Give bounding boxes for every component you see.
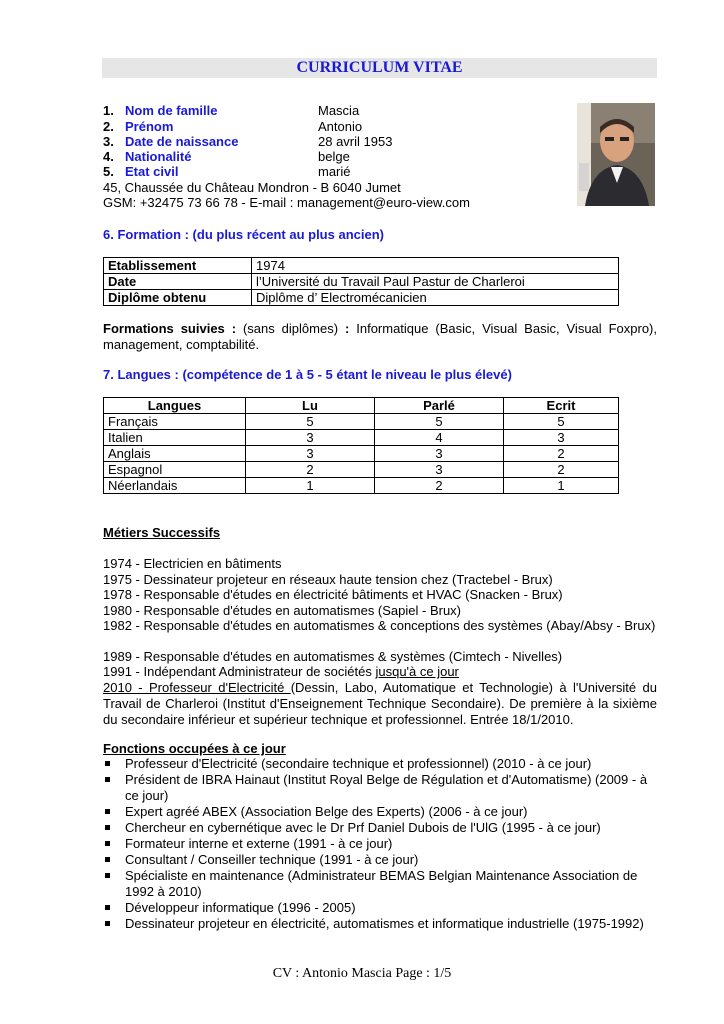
table-row xyxy=(104,258,619,274)
table-cell: Français xyxy=(104,414,246,430)
field-label: Etat civil xyxy=(125,164,179,179)
table-cell: 5 xyxy=(504,414,619,430)
table-cell: 3 xyxy=(375,462,504,478)
bullet-icon xyxy=(105,873,110,878)
table-cell: 2 xyxy=(246,462,375,478)
list-item xyxy=(103,820,657,836)
metier-item-text: 1991 - Indépendant Administrateur de sociétés xyxy=(103,664,376,679)
table-cell: Espagnol xyxy=(104,462,246,478)
table-cell: 3 xyxy=(246,430,375,446)
bullet-icon xyxy=(105,921,110,926)
bullet-icon xyxy=(105,841,110,846)
list-item xyxy=(103,900,657,916)
metier-item: 1989 - Responsable d'études en automatismes & systèmes (Cimtech - Nivelles) xyxy=(103,649,563,664)
field-label: Nationalité xyxy=(125,149,192,164)
metier-item xyxy=(103,680,657,728)
address: 45, Chaussée du Château Mondron - B 6040 Jumet xyxy=(103,180,401,195)
list-item-text: Dessinateur projeteur en électricité, automatismes et informatique industrielle (1975-1992) xyxy=(125,916,644,931)
table-row xyxy=(104,430,619,446)
list-item xyxy=(103,772,657,804)
table-cell-value: l’Université du Travail Paul Pastur de Charleroi xyxy=(252,274,619,290)
field-label: Prénom xyxy=(125,119,174,134)
column-header: Langues xyxy=(104,398,246,414)
table-header-row xyxy=(104,398,619,414)
column-header: Parlé xyxy=(375,398,504,414)
personal-row xyxy=(103,119,363,135)
field-label: Date de naissance xyxy=(125,134,239,149)
table-cell-label: Etablissement xyxy=(104,258,252,274)
list-item-text: Consultant / Conseiller technique (1991 - à ce jour) xyxy=(125,852,419,867)
list-item-text: Développeur informatique (1996 - 2005) xyxy=(125,900,356,915)
profile-photo xyxy=(577,103,655,206)
bullet-icon xyxy=(105,857,110,862)
table-cell: 1 xyxy=(246,478,375,494)
table-row xyxy=(104,414,619,430)
list-item-text: Président de IBRA Hainaut (Institut Royal Belge de Régulation et d'Automatisme) (2009 - à ce jour) xyxy=(125,772,648,803)
list-item xyxy=(103,852,657,868)
metier-item: 1982 - Responsable d'études en automatismes & conceptions des systèmes (Abay/Absy - Brux) xyxy=(103,618,656,633)
table-cell: 3 xyxy=(246,446,375,462)
table-cell: 2 xyxy=(375,478,504,494)
table-cell: 2 xyxy=(504,446,619,462)
personal-row xyxy=(103,164,351,180)
bullet-icon xyxy=(105,809,110,814)
metier-item: 1975 - Dessinateur projeteur en réseaux haute tension chez (Tractebel - Brux) xyxy=(103,572,553,587)
list-item-text: Chercheur en cybernétique avec le Dr Prf Daniel Dubois de l'UlG (1995 - à ce jour) xyxy=(125,820,601,835)
metier-item-underlined: jusqu'à ce jour xyxy=(375,664,459,679)
metier-item-text: (Dessin, Labo, Automatique et Technologie) à l'Université du Travail de Charleroi (Institut d'Enseignement Technique Secondaire). De première à la sixième du secondaire inférieur et supérieur technique et professionnel. Entrée 18/1/2010. xyxy=(103,680,657,727)
personal-row xyxy=(103,149,350,165)
row-number: 2. xyxy=(103,119,114,134)
field-value: belge xyxy=(318,149,350,164)
list-item-text: Expert agréé ABEX (Association Belge des Experts) (2006 - à ce jour) xyxy=(125,804,528,819)
table-cell: Italien xyxy=(104,430,246,446)
table-cell: Anglais xyxy=(104,446,246,462)
table-row xyxy=(104,462,619,478)
metier-item: 1974 - Electricien en bâtiments xyxy=(103,556,282,571)
formations-suivies xyxy=(103,321,657,353)
table-row xyxy=(104,446,619,462)
bullet-icon xyxy=(105,761,110,766)
table-cell: 5 xyxy=(246,414,375,430)
table-cell: 3 xyxy=(375,446,504,462)
table-cell-label: Date xyxy=(104,274,252,290)
table-cell-label: Diplôme obtenu xyxy=(104,290,252,306)
personal-row xyxy=(103,134,393,150)
field-value: 28 avril 1953 xyxy=(318,134,393,149)
metiers-heading: Métiers Successifs xyxy=(103,525,221,540)
formations-suivies-label: Formations suivies : xyxy=(103,321,237,336)
langues-heading: 7. Langues : (compétence de 1 à 5 - 5 étant le niveau le plus élevé) xyxy=(103,367,512,382)
table-cell-value: Diplôme d’ Electromécanicien xyxy=(252,290,619,306)
metier-item-underlined: 2010 - Professeur d'Electricité xyxy=(103,680,291,695)
table-row xyxy=(104,290,619,306)
list-item xyxy=(103,868,657,900)
bullet-icon xyxy=(105,825,110,830)
row-number: 5. xyxy=(103,164,114,179)
row-number: 1. xyxy=(103,103,114,118)
title-bar xyxy=(102,58,657,78)
field-label: Nom de famille xyxy=(125,103,218,118)
formations-suivies-colon: : xyxy=(344,321,350,336)
table-cell: 5 xyxy=(375,414,504,430)
field-value: Mascia xyxy=(318,103,360,118)
personal-row xyxy=(103,103,360,119)
table-row xyxy=(104,274,619,290)
row-number: 3. xyxy=(103,134,114,149)
formation-table xyxy=(103,257,619,306)
column-header: Ecrit xyxy=(504,398,619,414)
fonctions-list xyxy=(103,756,657,932)
page-title: CURRICULUM VITAE xyxy=(296,59,463,76)
table-cell: 2 xyxy=(504,462,619,478)
table-cell: 1 xyxy=(504,478,619,494)
list-item xyxy=(103,756,657,772)
list-item-text: Spécialiste en maintenance (Administrateur BEMAS Belgian Maintenance Association de 1992 à 2010) xyxy=(125,868,638,899)
langues-table xyxy=(103,397,619,494)
list-item xyxy=(103,836,657,852)
table-cell-value: 1974 xyxy=(252,258,619,274)
formations-suivies-text: Informatique (Basic, Visual Basic, Visual Foxpro), management, comptabilité. xyxy=(103,321,657,352)
metier-item xyxy=(103,664,657,680)
column-header: Lu xyxy=(246,398,375,414)
formations-suivies-note: (sans diplômes) xyxy=(236,321,345,336)
fonctions-heading: Fonctions occupées à ce jour xyxy=(103,741,286,756)
table-cell: 4 xyxy=(375,430,504,446)
contact-line: GSM: +32475 73 66 78 - E-mail : management@euro-view.com xyxy=(103,195,470,210)
table-cell: Néerlandais xyxy=(104,478,246,494)
row-number: 4. xyxy=(103,149,114,164)
list-item xyxy=(103,916,657,932)
metier-item: 1980 - Responsable d'études en automatismes (Sapiel - Brux) xyxy=(103,603,462,618)
list-item-text: Professeur d'Electricité (secondaire technique et professionnel) (2010 - à ce jour) xyxy=(125,756,592,771)
table-cell: 3 xyxy=(504,430,619,446)
page-footer: CV : Antonio Mascia Page : 1/5 xyxy=(272,966,452,981)
bullet-icon xyxy=(105,905,110,910)
table-row xyxy=(104,478,619,494)
metier-item: 1978 - Responsable d'études en électricité bâtiments et HVAC (Snacken - Brux) xyxy=(103,587,563,602)
list-item xyxy=(103,804,657,820)
list-item-text: Formateur interne et externe (1991 - à ce jour) xyxy=(125,836,393,851)
bullet-icon xyxy=(105,777,110,782)
formation-heading: 6. Formation : (du plus récent au plus ancien) xyxy=(103,227,384,242)
field-value: marié xyxy=(318,164,351,179)
field-value: Antonio xyxy=(318,119,363,134)
